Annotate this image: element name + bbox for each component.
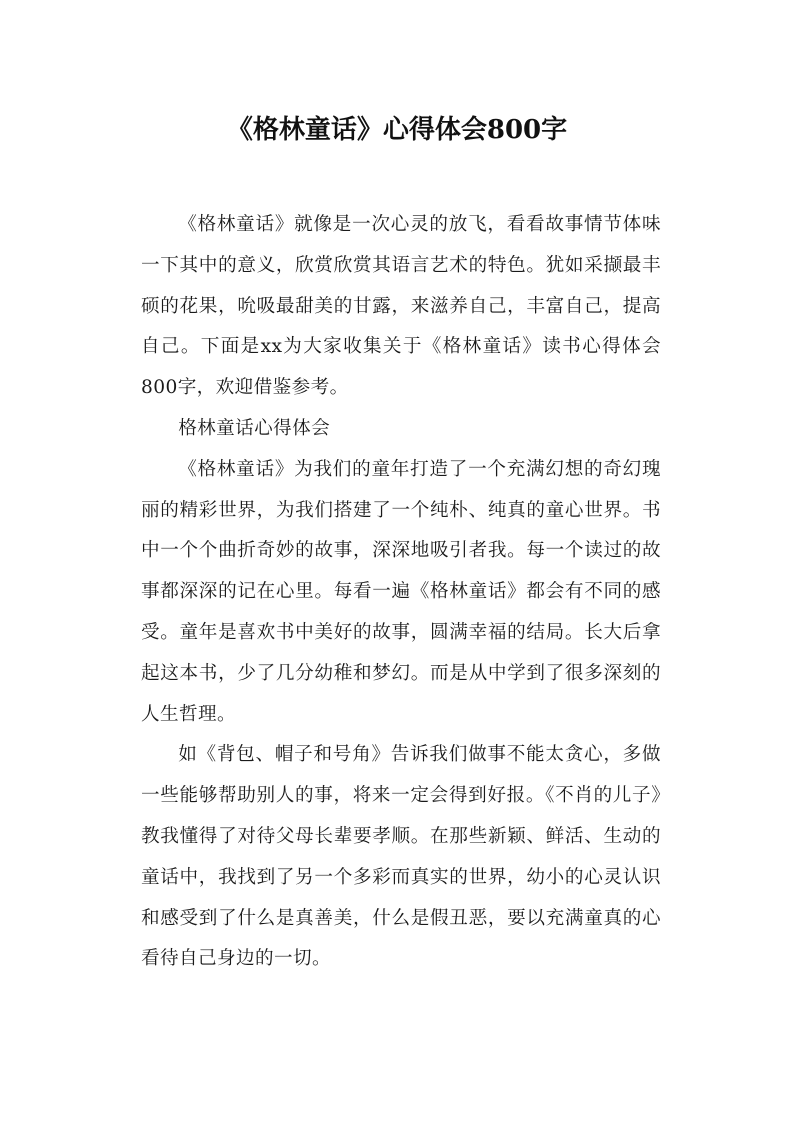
document-body bbox=[141, 205, 661, 980]
intro-paragraph: 《格林童话》就像是一次心灵的放飞，看看故事情节体味一下其中的意义，欣赏欣赏其语言艺术的特色。犹如采撷最丰硕的花果，吮吸最甜美的甘露，来滋养自己，丰富自己，提高自己。下面是xx为大家收集关于《格林童话》读书心得体会800字，欢迎借鉴参考。 bbox=[141, 214, 661, 399]
section-heading: 格林童话心得体会 bbox=[178, 417, 331, 439]
body-paragraph-2: 如《背包、帽子和号角》告诉我们做事不能太贪心，多做一些能够帮助别人的事，将来一定会得到好报。《不肖的儿子》教我懂得了对待父母长辈要孝顺。在那些新颖、鲜活、生动的童话中，我找到了另一个多彩而真实的世界，幼小的心灵认识和感受到了什么是真善美，什么是假丑恶，要以充满童真的心看待自己身边的一切。 bbox=[141, 744, 661, 970]
document-title: 《格林童话》心得体会800字 bbox=[226, 115, 568, 145]
body-paragraph-1: 《格林童话》为我们的童年打造了一个充满幻想的奇幻瑰丽的精彩世界，为我们搭建了一个纯朴、纯真的童心世界。书中一个个曲折奇妙的故事，深深地吸引者我。每一个读过的故事都深深的记在心里。每看一遍《格林童话》都会有不同的感受。童年是喜欢书中美好的故事，圆满幸福的结局。长大后拿起这本书，少了几分幼稚和梦幻。而是从中学到了很多深刻的人生哲理。 bbox=[141, 458, 661, 725]
